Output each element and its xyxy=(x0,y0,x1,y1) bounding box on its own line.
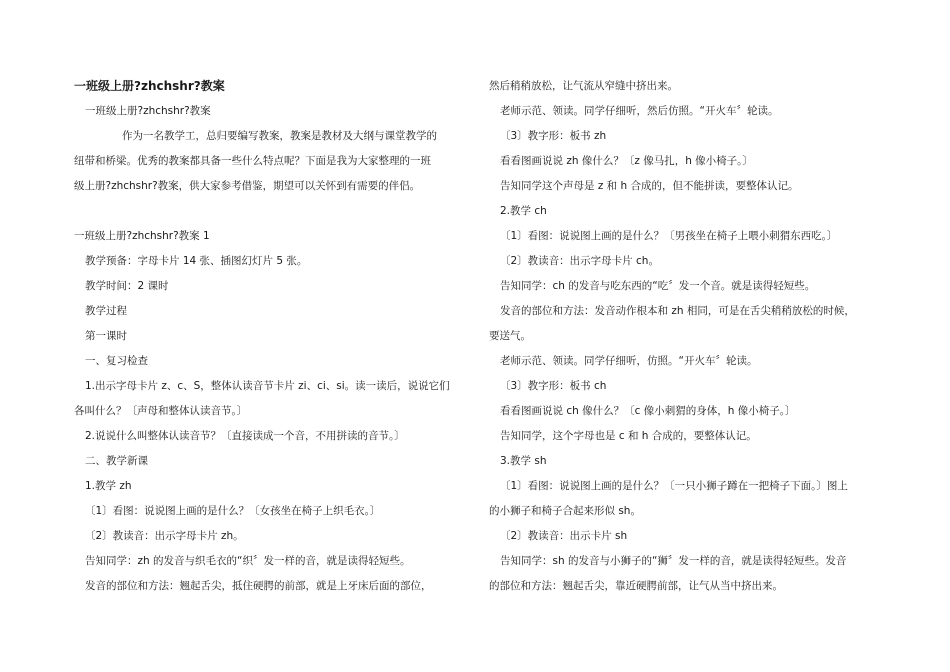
right-line-05: 告知同学这个声母是 z 和 h 合成的，但不能拼读，要整体认记。 xyxy=(500,180,799,192)
teaching-process: 教学过程 xyxy=(85,305,127,317)
review-item-1-line-1: 1.出示字母卡片 z、c、S，整体认读音节卡片 zi、ci、si。读一读后，说说它们 xyxy=(85,380,450,392)
right-line-21: 的部位和方法：翘起舌尖，靠近硬腭前部，让气从当中挤出来。 xyxy=(489,580,783,592)
first-lesson: 第一课时 xyxy=(85,330,127,342)
right-line-02: 老师示范、领读。同学仔细听，然后仿照。“开火车〞轮读。 xyxy=(500,105,779,117)
review-item-2: 2.说说什么叫整体认读音节？〔直接读成一个音，不用拼读的音节。〕 xyxy=(85,430,405,442)
document-title: 一班级上册?zhchshr?教案 xyxy=(74,79,225,93)
teach-zh-heading: 1.教学 zh xyxy=(85,480,132,492)
right-line-19: 〔2〕教读音：出示卡片 sh xyxy=(500,530,628,542)
teach-sh-heading: 3.教学 sh xyxy=(500,455,547,467)
right-line-03: 〔3〕教字形：板书 zh xyxy=(500,130,607,142)
intro-line-3: 级上册?zhchshr?教案，供大家参考借鉴，期望可以关怀到有需要的伴侣。 xyxy=(74,180,421,192)
teach-ch-heading: 2.教学 ch xyxy=(500,205,547,217)
review-item-1-line-2: 各叫什么？〔声母和整体认读音节。〕 xyxy=(74,405,248,417)
intro-line-2: 纽带和桥梁。优秀的教案都具备一些什么特点呢？下面是我为大家整理的一班 xyxy=(74,155,431,167)
right-line-18: 的小狮子和椅子合起来形似 sh。 xyxy=(489,505,641,517)
zh-look-step: 〔1〕看图：说说图上画的是什么？〔女孩坐在椅子上织毛衣。〕 xyxy=(85,505,381,517)
zh-method: 发音的部位和方法：翘起舌尖，抵住硬腭的前部，就是上牙床后面的部位， xyxy=(85,580,432,592)
right-line-04: 看看图画说说 zh 像什么？〔z 像马扎，h 像小椅子。〕 xyxy=(500,155,753,167)
right-line-17: 〔1〕看图：说说图上画的是什么？〔一只小狮子蹲在一把椅子下面。〕图上 xyxy=(500,480,848,492)
right-line-15: 告知同学，这个字母也是 c 和 h 合成的，要整体认记。 xyxy=(500,430,757,442)
teaching-preparation: 教学预备：字母卡片 14 张、插图幻灯片 5 张。 xyxy=(85,255,308,267)
document-subtitle: 一班级上册?zhchshr?教案 xyxy=(85,105,211,117)
right-line-08: 〔2〕教读音：出示字母卡片 ch。 xyxy=(500,255,659,267)
right-line-09: 告知同学：ch 的发音与吃东西的“吃〞发一个音。就是读得轻短些。 xyxy=(500,280,816,292)
section-new-lesson: 二、教学新课 xyxy=(85,455,148,467)
lesson-title: 一班级上册?zhchshr?教案 1 xyxy=(74,230,210,242)
right-line-14: 看看图画说说 ch 像什么？〔c 像小刺猬的身体，h 像小椅子。〕 xyxy=(500,405,796,417)
zh-tell-students: 告知同学：zh 的发音与织毛衣的“织〞发一样的音，就是读得轻短些。 xyxy=(85,555,411,567)
right-line-10: 发音的部位和方法：发音动作根本和 zh 相同，可是在舌尖稍稍放松的时候， xyxy=(500,305,855,317)
section-review: 一、复习检查 xyxy=(85,355,148,367)
right-line-12: 老师示范、领读。同学仔细听，仿照。“开火车〞轮读。 xyxy=(500,355,758,367)
intro-line-1: 作为一名教学工，总归要编写教案，教案是教材及大纲与课堂教学的 xyxy=(122,130,437,142)
right-line-07: 〔1〕看图：说说图上画的是什么？〔男孩坐在椅子上喂小刺猬东西吃。〕 xyxy=(500,230,838,242)
right-line-01: 然后稍稍放松，让气流从窄缝中挤出来。 xyxy=(489,80,678,92)
right-line-20: 告知同学：sh 的发音与小狮子的“狮〞发一样的音，就是读得轻短些。发音 xyxy=(500,555,847,567)
teaching-time: 教学时间：2 课时 xyxy=(85,280,169,292)
right-line-13: 〔3〕教字形：板书 ch xyxy=(500,380,607,392)
right-line-11: 要送气。 xyxy=(489,330,531,342)
zh-read-step: 〔2〕教读音：出示字母卡片 zh。 xyxy=(85,530,244,542)
